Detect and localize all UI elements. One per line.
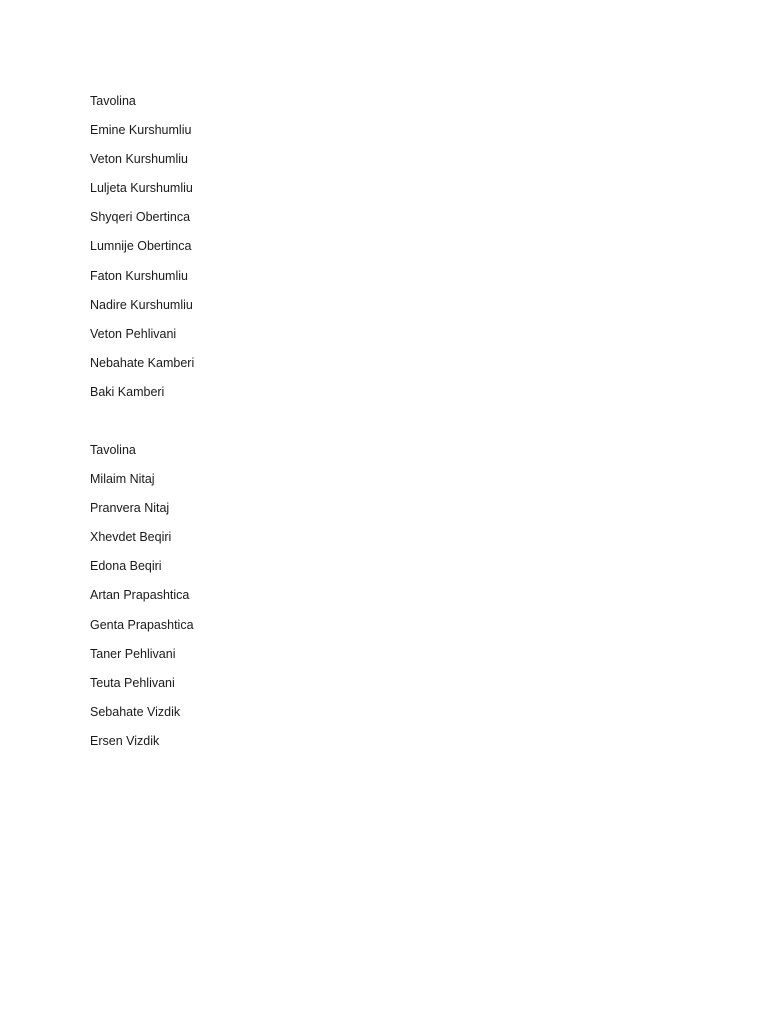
guest-name: Ersen Vizdik xyxy=(90,733,160,748)
guest-name: Nebahate Kamberi xyxy=(90,355,195,370)
guest-name: Baki Kamberi xyxy=(90,384,165,399)
guest-name: Faton Kurshumliu xyxy=(90,268,188,283)
guest-name: Lumnije Obertinca xyxy=(90,239,192,254)
guest-name: Xhevdet Beqiri xyxy=(90,530,172,545)
guest-name: Sebahate Vizdik xyxy=(90,704,181,719)
guest-name: Veton Kurshumliu xyxy=(90,152,188,167)
table-list-1 xyxy=(90,93,194,413)
guest-name: Milaim Nitaj xyxy=(90,472,155,487)
guest-name: Nadire Kurshumliu xyxy=(90,297,193,312)
guest-name: Genta Prapashtica xyxy=(90,617,194,632)
guest-name: Emine Kurshumliu xyxy=(90,123,192,138)
guest-name: Taner Pehlivani xyxy=(90,646,176,661)
guest-name: Pranvera Nitaj xyxy=(90,501,170,516)
table-list-2 xyxy=(90,442,194,762)
guest-name: Artan Prapashtica xyxy=(90,588,190,603)
table-heading: Tavolina xyxy=(90,94,136,108)
table-heading: Tavolina xyxy=(90,443,136,457)
guest-name: Luljeta Kurshumliu xyxy=(90,181,193,196)
guest-name: Teuta Pehlivani xyxy=(90,675,175,690)
guest-name: Veton Pehlivani xyxy=(90,326,177,341)
guest-name: Shyqeri Obertinca xyxy=(90,210,191,225)
guest-name: Edona Beqiri xyxy=(90,559,162,574)
